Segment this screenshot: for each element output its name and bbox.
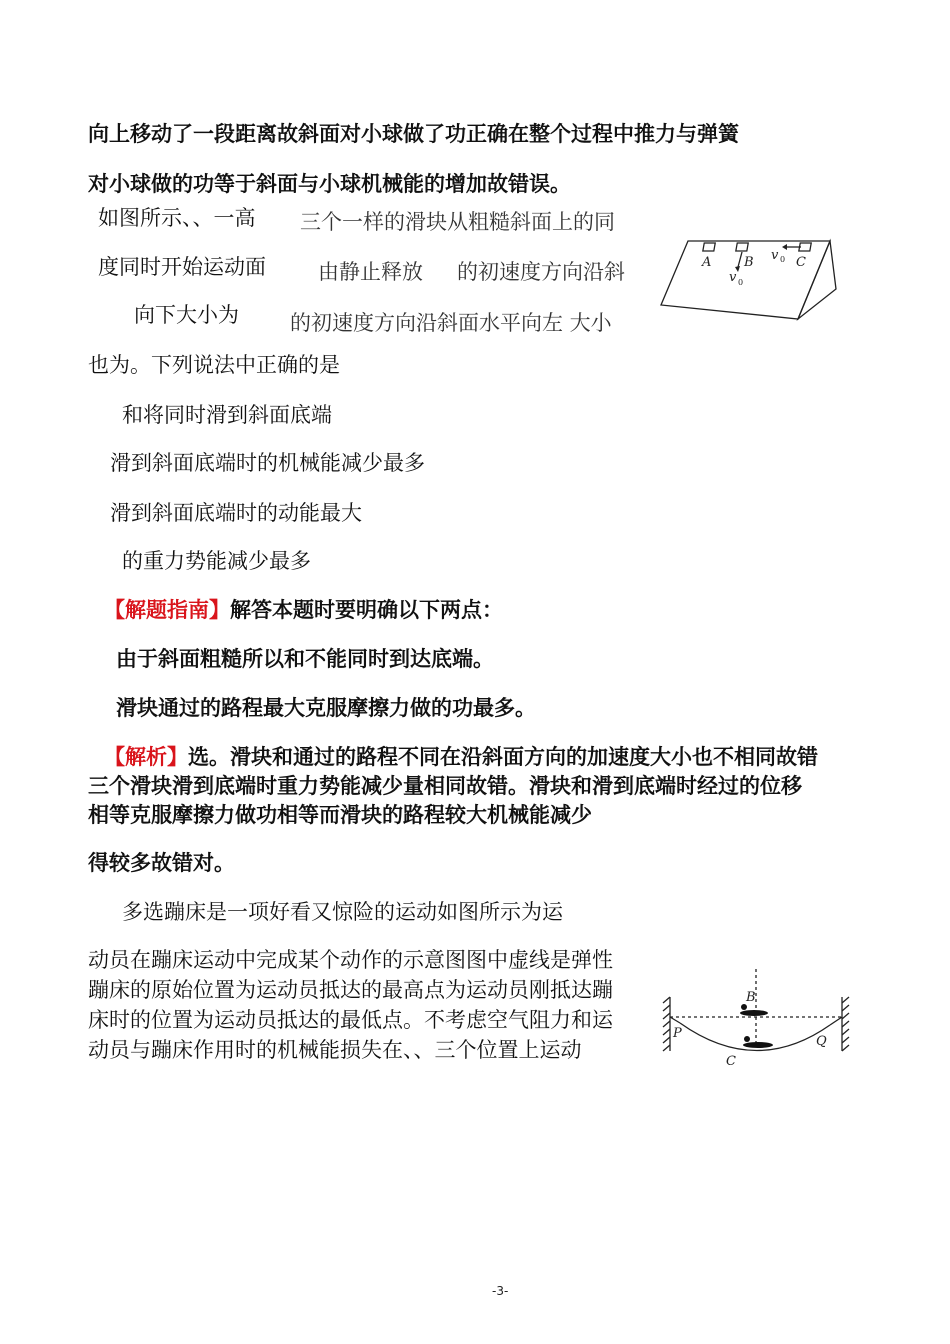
analysis-line: 相等克服摩擦力做功相等而滑块的路程较大机械能减少 <box>88 803 592 827</box>
question-1-text: 向下大小为 <box>134 303 239 327</box>
arrow-b <box>738 252 742 267</box>
label-v0-c-sub: 0 <box>780 255 786 264</box>
incline-figure <box>658 233 848 323</box>
label-p: P <box>673 1026 682 1041</box>
analysis-line <box>104 744 818 770</box>
solution-guide <box>104 597 503 623</box>
athlete-b <box>740 1010 768 1016</box>
question-1-text: 的初速度方向沿斜面水平向左 大小 <box>290 311 612 335</box>
question-2-text: 多选蹦床是一项好看又惊险的运动如图所示为运 <box>122 900 563 924</box>
label-v0-b-sub: 0 <box>738 278 744 287</box>
question-2-text: 床时的位置为运动员抵达的最低点。不考虑空气阻力和运 <box>88 1008 613 1032</box>
question-2-text: 动员与蹦床作用时的机械能损失在、、三个位置上运动 <box>88 1038 582 1062</box>
option-a: 和将同时滑到斜面底端 <box>122 403 332 427</box>
question-1-text: 度同时开始运动面 <box>98 255 266 279</box>
incline-side <box>798 241 836 319</box>
label-a: A <box>702 255 712 270</box>
block-b <box>736 243 748 251</box>
option-d: 的重力势能减少最多 <box>122 549 311 573</box>
label-q: Q <box>816 1034 827 1049</box>
page-number: -3- <box>492 1284 509 1298</box>
option-c: 滑到斜面底端时的动能最大 <box>110 501 362 525</box>
label-v0-b: v <box>729 270 737 285</box>
label-v0-c: v <box>771 248 779 263</box>
question-1-text: 的初速度方向沿斜 <box>457 260 625 284</box>
label-b: B <box>746 990 756 1005</box>
guide-point-2: 滑块通过的路程最大克服摩擦力做的功最多。 <box>116 696 536 720</box>
question-2-text: 蹦床的原始位置为运动员抵达的最高点为运动员刚抵达蹦 <box>88 978 613 1002</box>
athlete-c <box>743 1042 773 1048</box>
incline-surface <box>661 241 830 319</box>
guide-tag: 【解题指南】 <box>104 598 230 622</box>
option-b: 滑到斜面底端时的机械能减少最多 <box>110 451 425 475</box>
analysis-text: 选。滑块和通过的路程不同在沿斜面方向的加速度大小也不相同故错 <box>188 745 818 769</box>
block-a <box>703 243 715 251</box>
trampoline-figure <box>662 967 852 1067</box>
question-1-text: 三个一样的滑块从粗糙斜面上的同 <box>300 210 615 234</box>
analysis-line: 三个滑块滑到底端时重力势能减少量相同故错。滑块和滑到底端时经过的位移 <box>88 774 802 798</box>
analysis-line: 得较多故错对。 <box>88 851 235 875</box>
guide-point-1: 由于斜面粗糙所以和不能同时到达底端。 <box>116 647 494 671</box>
question-1-text: 由静止释放 <box>318 260 423 284</box>
question-1-text: 如图所示、、一高 <box>98 206 256 230</box>
question-1-text: 也为。下列说法中正确的是 <box>88 353 340 377</box>
text-line: 向上移动了一段距离故斜面对小球做了功正确在整个过程中推力与弹簧 <box>88 122 739 146</box>
text-line: 对小球做的功等于斜面与小球机械能的增加故错误。 <box>88 172 571 196</box>
guide-text: 解答本题时要明确以下两点： <box>230 598 503 622</box>
label-c: C <box>726 1054 736 1067</box>
label-c: C <box>796 255 806 270</box>
label-b: B <box>744 255 754 270</box>
question-2-text: 动员在蹦床运动中完成某个动作的示意图图中虚线是弹性 <box>88 948 613 972</box>
analysis-tag: 【解析】 <box>104 745 188 769</box>
